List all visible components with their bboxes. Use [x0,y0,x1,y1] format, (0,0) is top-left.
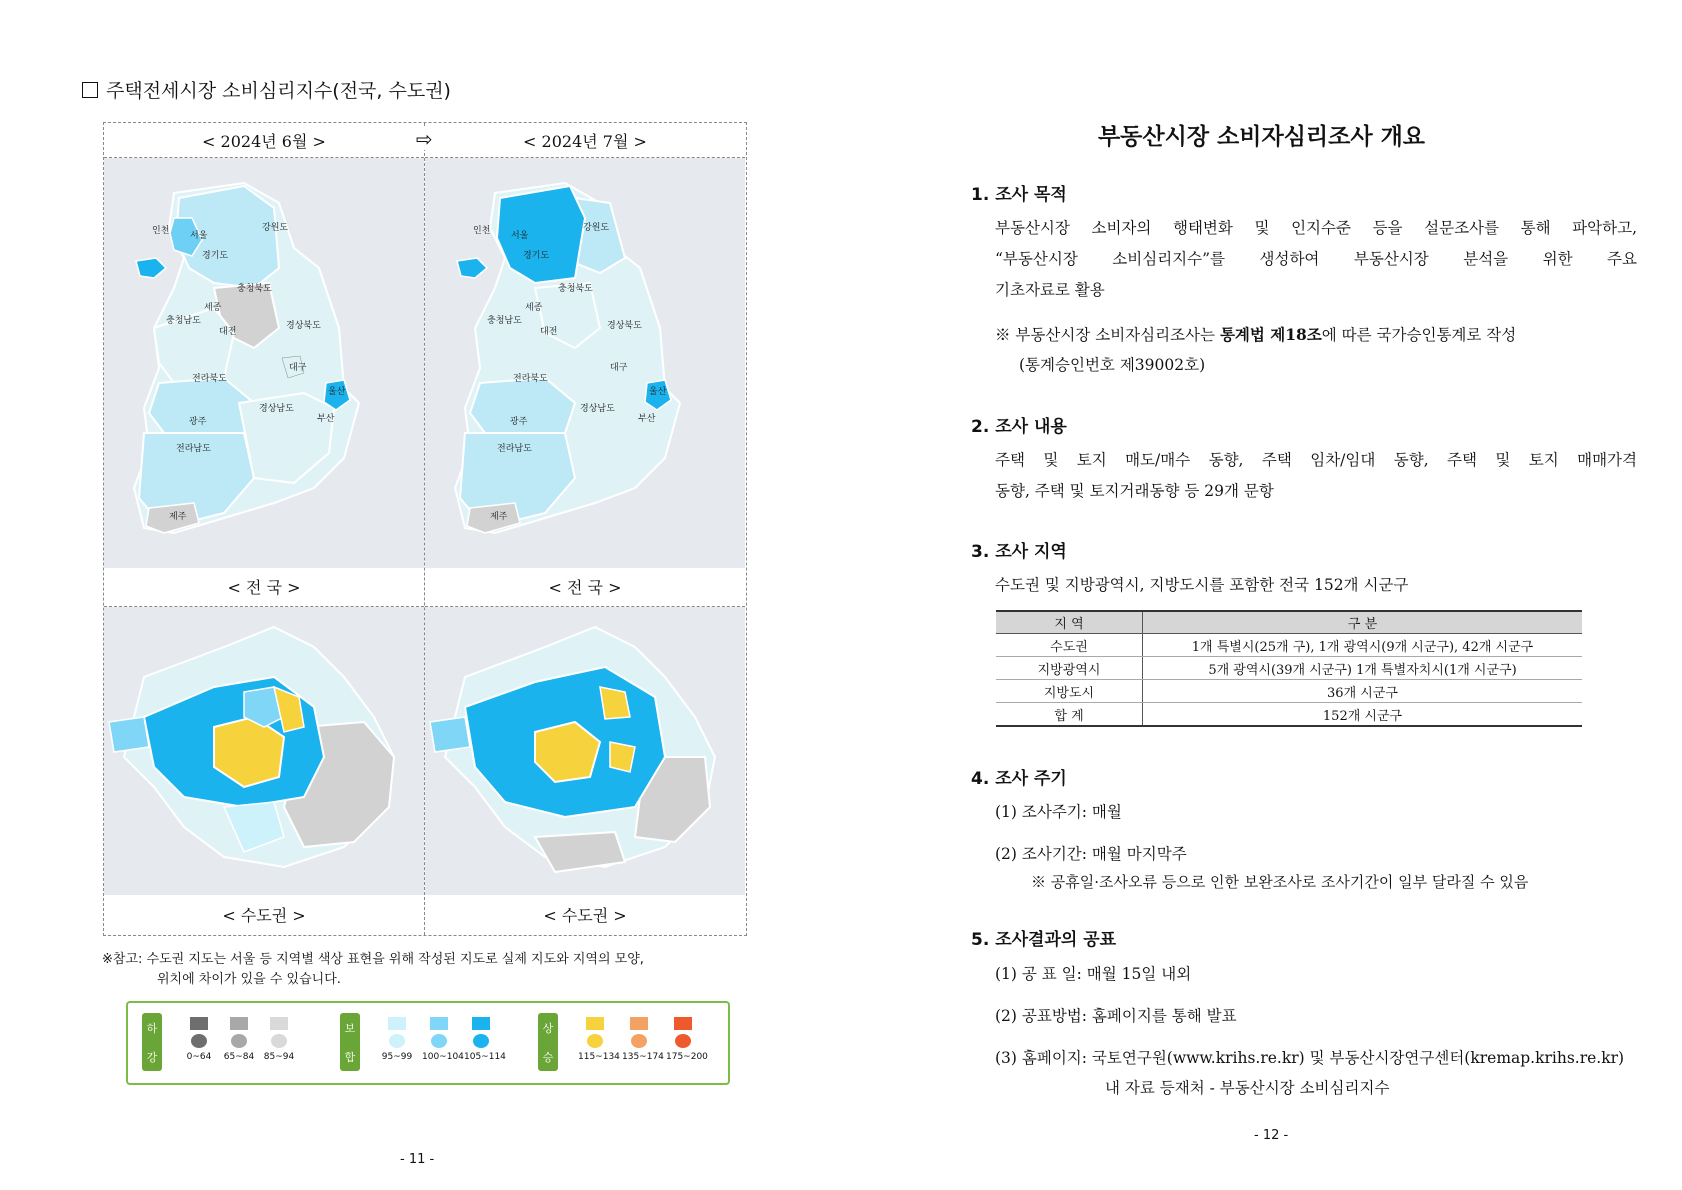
label-jeonbuk: 전라북도 [192,374,227,384]
svg-text:경기도: 경기도 [523,251,550,261]
sun-icon [473,1034,489,1048]
july-header: < 2024년 7월 > [425,123,745,158]
s1-line-1: 부동산시장 소비자의 행태변화 및 인지수준 등을 설문조사를 통해 파악하고, [995,219,1637,237]
section-5-heading: 5. 조사결과의 공표 [971,930,1117,950]
s1-note: ※ 부동산시장 소비자심리조사는 통계법 제18조에 따른 국가승인통계로 작성 [995,325,1517,344]
label-daejeon: 대전 [219,327,237,337]
svg-text:충청남도: 충청남도 [487,316,522,326]
s5-item-2: (2) 공표방법: 홈페이지를 통해 발표 [995,1007,1237,1025]
sun-icon [431,1034,447,1048]
caption-capital-june: < 수도권 > [222,906,306,925]
label-daegu: 대구 [289,363,307,373]
legend-item: 115~134 [578,1017,612,1071]
s1-line-3: 기초자료로 활용 [995,281,1105,299]
s4-item-1: (1) 조사주기: 매월 [995,803,1122,821]
sun-icon [631,1034,647,1048]
table-row: 합 계 152개 시군구 [996,703,1582,727]
legend-item: 105~114 [464,1017,498,1071]
page-title: 부동산시장 소비자심리조사 개요 [1097,124,1426,150]
legend-item: 85~94 [262,1017,296,1071]
svg-text:경상남도: 경상남도 [580,404,615,414]
legend-item: 95~99 [380,1017,414,1071]
map-note [102,950,762,990]
national-map-june [104,158,424,568]
note-line-1: ※참고: 수도권 지도는 서울 등 지역별 색상 표현을 위해 작성된 지도로 실제 지도와 지역의 모양, [102,952,644,967]
svg-text:서울: 서울 [511,231,529,241]
caption-capital-july: < 수도권 > [543,906,627,925]
s5-item-1: (1) 공 표 일: 매월 15일 내외 [995,965,1192,983]
table-header-row [996,611,1582,634]
svg-text:대전: 대전 [540,327,558,337]
sun-icon [587,1034,603,1048]
cloud-icon [271,1034,287,1048]
s1-line-2: “부동산시장 소비심리지수”를 생성하여 부동산시장 분석을 위한 주요 [995,250,1637,268]
s4-note: ※ 공휴일·조사오류 등으로 인한 보완조사로 조사기간이 일부 달라질 수 있음 [1031,873,1529,891]
label-jeju: 제주 [169,512,187,522]
section-4-heading: 4. 조사 주기 [971,769,1067,789]
capital-map-june-svg [104,607,424,895]
table-header-cell: 지 역 [996,611,1143,634]
map-comparison-frame [103,122,747,936]
page-number-right: - 12 - [1254,1128,1289,1143]
table-row: 지방도시 36개 시군구 [996,680,1582,703]
svg-text:부산: 부산 [638,414,656,424]
s3-line-1: 수도권 및 지방광역시, 지방도시를 포함한 전국 152개 시군구 [995,576,1409,594]
cloud-icon [231,1034,247,1048]
color-legend [126,1001,730,1085]
label-gangwon: 강원도 [262,223,289,233]
legend-item: 0~64 [182,1017,216,1071]
label-jeonnam: 전라남도 [176,444,211,454]
cloud-sun-icon [389,1034,405,1048]
national-map-july [425,158,745,568]
sun-icon [675,1034,691,1048]
section-2-heading: 2. 조사 내용 [971,417,1067,437]
s5-item-3-line-2: 내 자료 등재처 - 부동산시장 소비심리지수 [1105,1079,1390,1097]
table-row: 수도권 1개 특별시(25개 구), 1개 광역시(9개 시군구), 42개 시군구 [996,634,1582,657]
svg-text:인천: 인천 [473,226,491,236]
right-page [841,0,1682,1190]
label-chungnam: 충청남도 [166,316,201,326]
svg-text:충청북도: 충청북도 [558,284,593,294]
label-seoul: 서울 [190,231,208,241]
legend-bar-rise: 상 승 [538,1013,558,1071]
svg-text:전라남도: 전라남도 [497,444,532,454]
checkbox-square-icon [82,82,98,98]
label-busan: 부산 [317,414,335,424]
section-1-heading: 1. 조사 목적 [971,185,1067,205]
label-gwangju: 광주 [189,417,207,427]
label-chungbuk: 충청북도 [237,284,272,294]
s1-note-line-2: (통계승인번호 제39002호) [1019,356,1206,374]
label-gyeongbuk: 경상북도 [286,321,321,331]
page-number-left: - 11 - [400,1152,435,1167]
section-title-text: 주택전세시장 소비심리지수(전국, 수도권) [106,80,451,102]
capital-map-july-svg [425,607,745,895]
table-row: 지방광역시 5개 광역시(39개 시군구) 1개 특별자치시(1개 시군구) [996,657,1582,680]
legend-bar-decline: 하 강 [142,1013,162,1071]
legend-item: 135~174 [622,1017,656,1071]
june-header: < 2024년 6월 > [104,123,424,158]
arrow-right-icon: ⇨ [416,127,433,151]
label-gyeonggi: 경기도 [202,251,229,261]
svg-text:대구: 대구 [610,363,628,373]
korea-map-july-svg [425,158,745,568]
legend-item: 65~84 [222,1017,256,1071]
caption-national-june: < 전 국 > [104,569,424,607]
s2-line-1: 주택 및 토지 매도/매수 동향, 주택 임차/임대 동향, 주택 및 토지 매매가격 [995,451,1637,469]
capital-map-june [104,607,424,895]
s5-item-3: (3) 홈페이지: 국토연구원(www.krihs.re.kr) 및 부동산시장연구센터(kremap.krihs.re.kr) [995,1049,1625,1067]
label-incheon: 인천 [152,226,170,236]
capital-map-july [425,607,745,895]
table-header-cell: 구 분 [1143,611,1583,634]
svg-text:전라북도: 전라북도 [513,374,548,384]
june-column [104,123,425,935]
caption-national-july: < 전 국 > [425,569,745,607]
legend-item: 100~104 [422,1017,456,1071]
svg-text:울산: 울산 [649,387,667,397]
korea-map-june-svg [104,158,424,568]
section-3-heading: 3. 조사 지역 [971,542,1067,562]
svg-text:제주: 제주 [490,512,508,522]
section-title [82,76,451,103]
s2-line-2: 동향, 주택 및 토지거래동향 등 29개 문항 [995,482,1274,500]
svg-text:광주: 광주 [510,417,528,427]
note-line-2: 위치에 차이가 있을 수 있습니다. [157,972,341,987]
rain-icon [191,1034,207,1048]
svg-text:세종: 세종 [525,303,543,313]
legend-item: 175~200 [666,1017,700,1071]
svg-text:강원도: 강원도 [583,223,610,233]
survey-region-table [996,610,1582,727]
label-sejong: 세종 [204,303,222,313]
label-ulsan: 울산 [328,387,346,397]
svg-text:경상북도: 경상북도 [607,321,642,331]
july-column [425,123,745,935]
s4-item-2: (2) 조사기간: 매월 마지막주 [995,845,1187,863]
legend-bar-neutral: 보 합 [340,1013,360,1071]
label-gyeongnam: 경상남도 [259,404,294,414]
